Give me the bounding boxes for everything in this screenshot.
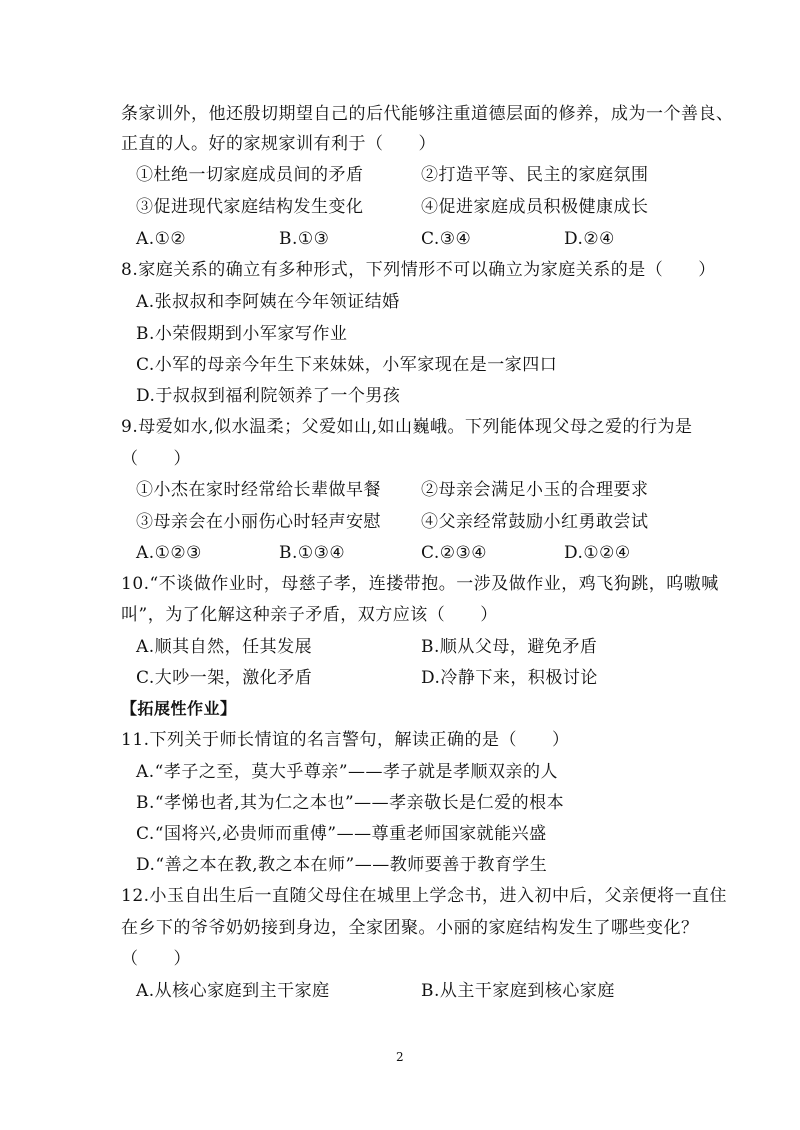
q9-option-2: ②母亲会满足小玉的合理要求 (421, 480, 649, 500)
q10-option-c: C.大吵一架，激化矛盾 (136, 668, 313, 688)
q7-choice-b: B.①③ (279, 229, 330, 249)
q12-option-b: B.从主干家庭到核心家庭 (421, 981, 615, 1001)
q8-option-c: C.小军的母亲今年生下来妹妹，小军家现在是一家四口 (136, 355, 558, 375)
q7-choice-a: A.①② (136, 229, 187, 249)
q10-option-b: B.顺从父母，避免矛盾 (421, 637, 598, 657)
q11-option-b: B.“孝悌也者,其为仁之本也”——孝亲敬长是仁爱的根本 (136, 793, 565, 813)
q9-choice-b: B.①③④ (279, 543, 346, 563)
q10-option-d: D.冷静下来，积极讨论 (421, 668, 598, 688)
q8-option-a: A.张叔叔和李阿姨在今年领证结婚 (136, 292, 400, 312)
q11-option-a: A.“孝子之至，莫大乎尊亲”——孝子就是孝顺双亲的人 (136, 762, 559, 782)
section-heading: 【拓展性作业】 (121, 699, 237, 718)
q7-option-1: ①杜绝一切家庭成员间的矛盾 (136, 165, 364, 185)
q7-choice-c: C.③④ (421, 229, 472, 249)
q9-choice-c: C.②③④ (421, 543, 488, 563)
q11-option-d: D.“善之本在教,教之本在师”——教师要善于教育学生 (136, 855, 548, 875)
q7-stem-line1: 条家训外，他还殷切期望自己的后代能够注重道德层面的修养，成为一个善良、 (121, 104, 734, 124)
q8-option-b: B.小荣假期到小军家写作业 (136, 324, 348, 344)
q12-option-a: A.从核心家庭到主干家庭 (136, 981, 330, 1001)
q7-stem-line2: 正直的人。好的家规家训有利于（ ） (121, 134, 436, 154)
q10-stem-line2: 叫”，为了化解这种亲子矛盾，双方应该（ ） (121, 605, 498, 625)
q8-option-d: D.于叔叔到福利院领养了一个男孩 (136, 386, 401, 406)
q7-option-2: ②打造平等、民主的家庭氛围 (421, 165, 649, 185)
q9-choice-a: A.①②③ (136, 543, 202, 563)
q11-option-c: C.“国将兴,必贵师而重傅”——尊重老师国家就能兴盛 (136, 824, 547, 844)
q12-stem-line3: （ ） (121, 949, 191, 969)
q8-stem: 8.家庭关系的确立有多种形式，下列情形不可以确立为家庭关系的是（ ） (121, 260, 716, 280)
q7-option-3: ③促进现代家庭结构发生变化 (136, 197, 364, 217)
q9-option-1: ①小杰在家时经常给长辈做早餐 (136, 480, 381, 500)
q7-option-4: ④促进家庭成员积极健康成长 (421, 197, 649, 217)
q12-stem-line2: 在乡下的爷爷奶奶接到身边，全家团聚。小丽的家庭结构发生了哪些变化？ (121, 918, 699, 938)
q12-stem-line1: 12.小玉自出生后一直随父母住在城里上学念书，进入初中后，父亲便将一直住 (121, 886, 728, 906)
q10-stem-line1: 10.“不谈做作业时，母慈子孝，连搂带抱。一涉及做作业，鸡飞狗跳，呜嗷喊 (121, 574, 719, 594)
page-number: 2 (396, 1050, 405, 1064)
q9-option-4: ④父亲经常鼓励小红勇敢尝试 (421, 512, 649, 532)
q9-stem-line2: （ ） (121, 449, 191, 469)
q9-option-3: ③母亲会在小丽伤心时轻声安慰 (136, 512, 381, 532)
q7-choice-d: D.②④ (564, 229, 615, 249)
q11-stem: 11.下列关于师长情谊的名言警句，解读正确的是（ ） (121, 730, 570, 750)
q9-stem-line1: 9.母爱如水,似水温柔；父爱如山,如山巍峨。下列能体现父母之爱的行为是 (121, 417, 693, 437)
q9-choice-d: D.①②④ (564, 543, 631, 563)
q10-option-a: A.顺其自然，任其发展 (136, 637, 313, 657)
